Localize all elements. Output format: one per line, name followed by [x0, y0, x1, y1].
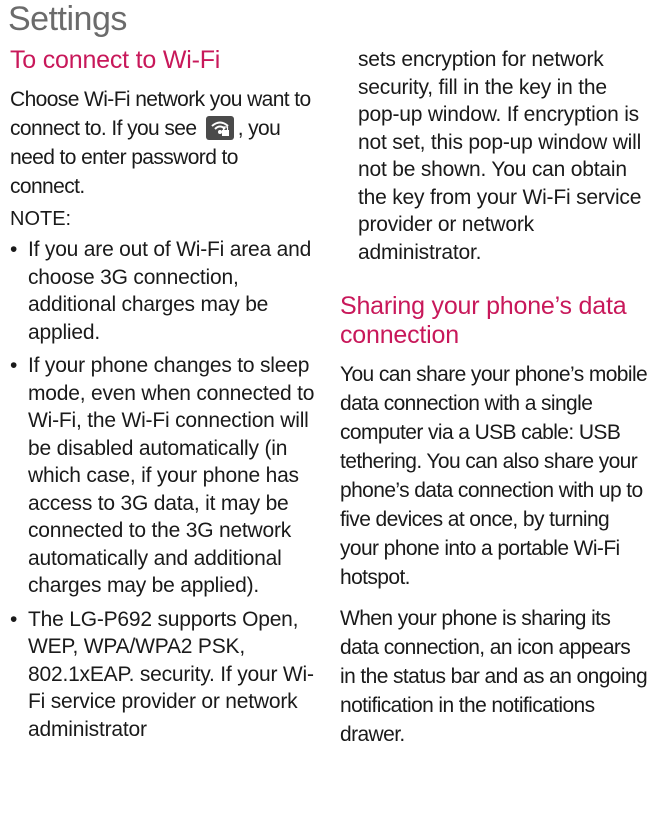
note-bullet-text: If you are out of Wi-Fi area and choose 3G connection, additional charges may be applied.: [28, 238, 312, 344]
note-bullet: [10, 352, 315, 600]
wifi-intro-after: , you need to enter password to connect.: [10, 117, 281, 198]
note-bullet-list: [10, 236, 315, 743]
note-bullet: [10, 236, 315, 346]
note-label: NOTE:: [10, 208, 72, 230]
wifi-intro: [10, 85, 315, 201]
left-column: [10, 46, 315, 749]
wifi-section-title: To connect to Wi-Fi: [10, 46, 221, 74]
bullet-continuation: sets encryption for network security, fill in the key in the pop-up window. If encryption is not set, this pop-up window will not be shown. You can obtain the key from your Wi-Fi service provider or network administrator.: [358, 48, 642, 264]
wifi-lock-icon: [206, 116, 234, 140]
note-bullet: [10, 606, 315, 744]
bullet-icon: •: [10, 238, 18, 261]
sharing-paragraph-2: When your phone is sharing its data connection, an icon appears in the status bar and as an ongoing notification in the notifications drawer.: [340, 607, 648, 746]
bullet-icon: •: [10, 354, 18, 377]
sharing-section-title: Sharing your phone’s data connection: [340, 292, 627, 349]
note-bullet-text: If your phone changes to sleep mode, even when connected to Wi-Fi, the Wi-Fi connection will be disabled automatically (in which case, if your phone has access to 3G data, it may be connected to the 3G network automatically and additional charges may be applied).: [28, 354, 315, 597]
page-header: Settings: [8, 0, 127, 38]
right-column: [340, 46, 650, 749]
note-bullet-text: The LG-P692 supports Open, WEP, WPA/WPA2 PSK, 802.1xEAP. security. If your Wi-Fi service provider or network administrator: [28, 607, 314, 741]
wifi-intro-before: Choose Wi-Fi network you want to connect to. If you see: [10, 88, 311, 140]
bullet-icon: •: [10, 607, 18, 631]
sharing-paragraph-1: You can share your phone’s mobile data connection with a single computer via a USB cable: USB tethering. You can also share your phone’s data connection with up to five devices at once, by turning your phone into a portable Wi-Fi hotspot.: [340, 363, 648, 589]
